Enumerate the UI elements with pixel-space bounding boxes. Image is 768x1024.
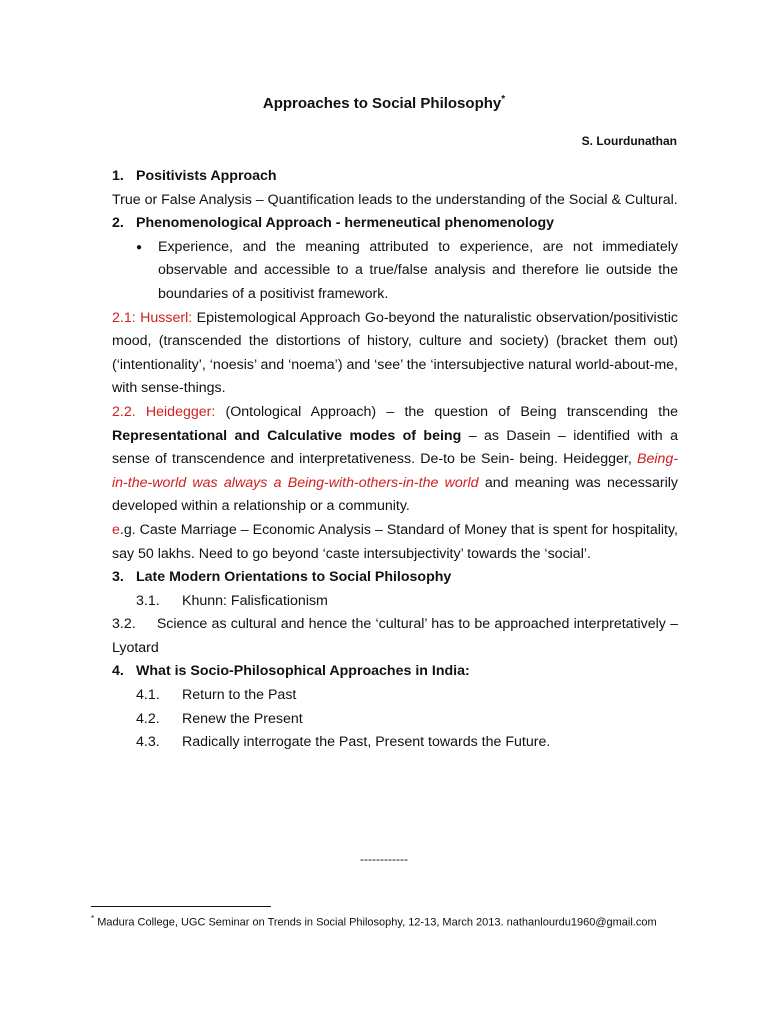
list-item	[136, 731, 678, 755]
title-footnote-mark: *	[501, 94, 506, 105]
author: S. Lourdunathan	[581, 134, 677, 148]
list-item	[136, 590, 678, 614]
item-text: Return to the Past	[182, 687, 297, 704]
list-item	[112, 613, 678, 660]
husserl-text: Epistemological Approach Go-beyond the naturalistic observation/positivistic mood, (transcended the distortions of history, culture and society) (bracket them out) (‘intentionality’, ‘noesis’ and ‘noema’) and ‘see’ the ‘intersubjective natural world-about-me, with sense-things.	[112, 309, 678, 397]
footnote-text: Madura College, UGC Seminar on Trends in Social Philosophy, 12-13, March 2013. nathanlourdu1960@gmail.com	[97, 916, 657, 929]
bullet-text: Experience, and the meaning attributed to experience, are not immediately observable and accessible to a true/false analysis and therefore lie outside the boundaries of a positivist framework.	[158, 238, 678, 302]
item-number: 3.2.	[112, 616, 136, 633]
heidegger-italic-quote: Being-in-the-world was always a Being-with-others-in-the world	[112, 451, 678, 491]
heidegger-text-2: – as Dasein – identified with a sense of transcendence and interpretativeness. De-to be Sein- being. Heidegger,	[112, 427, 678, 468]
list-item	[136, 684, 678, 708]
heidegger-text-1: (Ontological Approach) – the question of Being transcending the	[225, 403, 679, 420]
item-text: Radically interrogate the Past, Present towards the Future.	[182, 734, 551, 751]
item-number: 4.1.	[136, 687, 160, 704]
heidegger-label: 2.2. Heidegger:	[112, 403, 216, 420]
section-title: Positivists Approach	[136, 168, 277, 184]
title-text: Approaches to Social Philosophy	[262, 95, 502, 112]
section-title: Late Modern Orientations to Social Philosophy	[136, 569, 452, 586]
section-title: Phenomenological Approach - hermeneutical phenomenology	[136, 215, 555, 232]
section-4-heading	[112, 660, 678, 684]
item-text: Khunn: Falisficationism	[182, 592, 328, 609]
bullet-icon: ●	[136, 241, 143, 253]
heidegger-paragraph	[112, 401, 678, 519]
section-1-text: True or False Analysis – Quantification leads to the understanding of the Social & Cultural.	[112, 191, 678, 208]
example-label: e	[112, 521, 120, 538]
item-text: Science as cultural and hence the ‘cultural’ has to be approached interpretatively – Lyotard	[112, 616, 678, 656]
list-item	[136, 708, 678, 732]
footnote-divider	[91, 906, 271, 907]
list-item	[136, 236, 678, 307]
husserl-label: 2.1: Husserl:	[112, 309, 193, 326]
section-1-heading	[112, 165, 678, 189]
item-number: 3.1.	[136, 592, 160, 609]
heidegger-text-3: and meaning was necessarily developed within a relationship or a community.	[112, 474, 678, 515]
separator: ------------	[360, 852, 408, 866]
husserl-paragraph	[112, 307, 678, 401]
heidegger-bold-text: Representational and Calculative modes of being	[112, 427, 462, 444]
footnote	[91, 914, 691, 929]
item-text: Renew the Present	[182, 710, 303, 727]
footnote-mark: *	[91, 914, 95, 923]
section-number: 2.	[112, 215, 124, 232]
page-title	[0, 94, 768, 112]
section-number: 3.	[112, 569, 124, 586]
item-number: 4.3.	[136, 734, 160, 751]
section-3-heading	[112, 566, 678, 590]
example-paragraph	[112, 519, 678, 566]
document-body	[112, 165, 678, 755]
section-number: 1.	[112, 168, 124, 184]
example-text: .g. Caste Marriage – Economic Analysis – Standard of Money that is spent for hospitality, say 50 lakhs. Need to go beyond ‘caste intersubjectivity’ towards the ‘social’.	[112, 521, 678, 562]
section-title: What is Socio-Philosophical Approaches in India:	[136, 663, 470, 680]
item-number: 4.2.	[136, 710, 160, 727]
section-number: 4.	[112, 663, 124, 680]
section-2-heading	[112, 212, 678, 236]
